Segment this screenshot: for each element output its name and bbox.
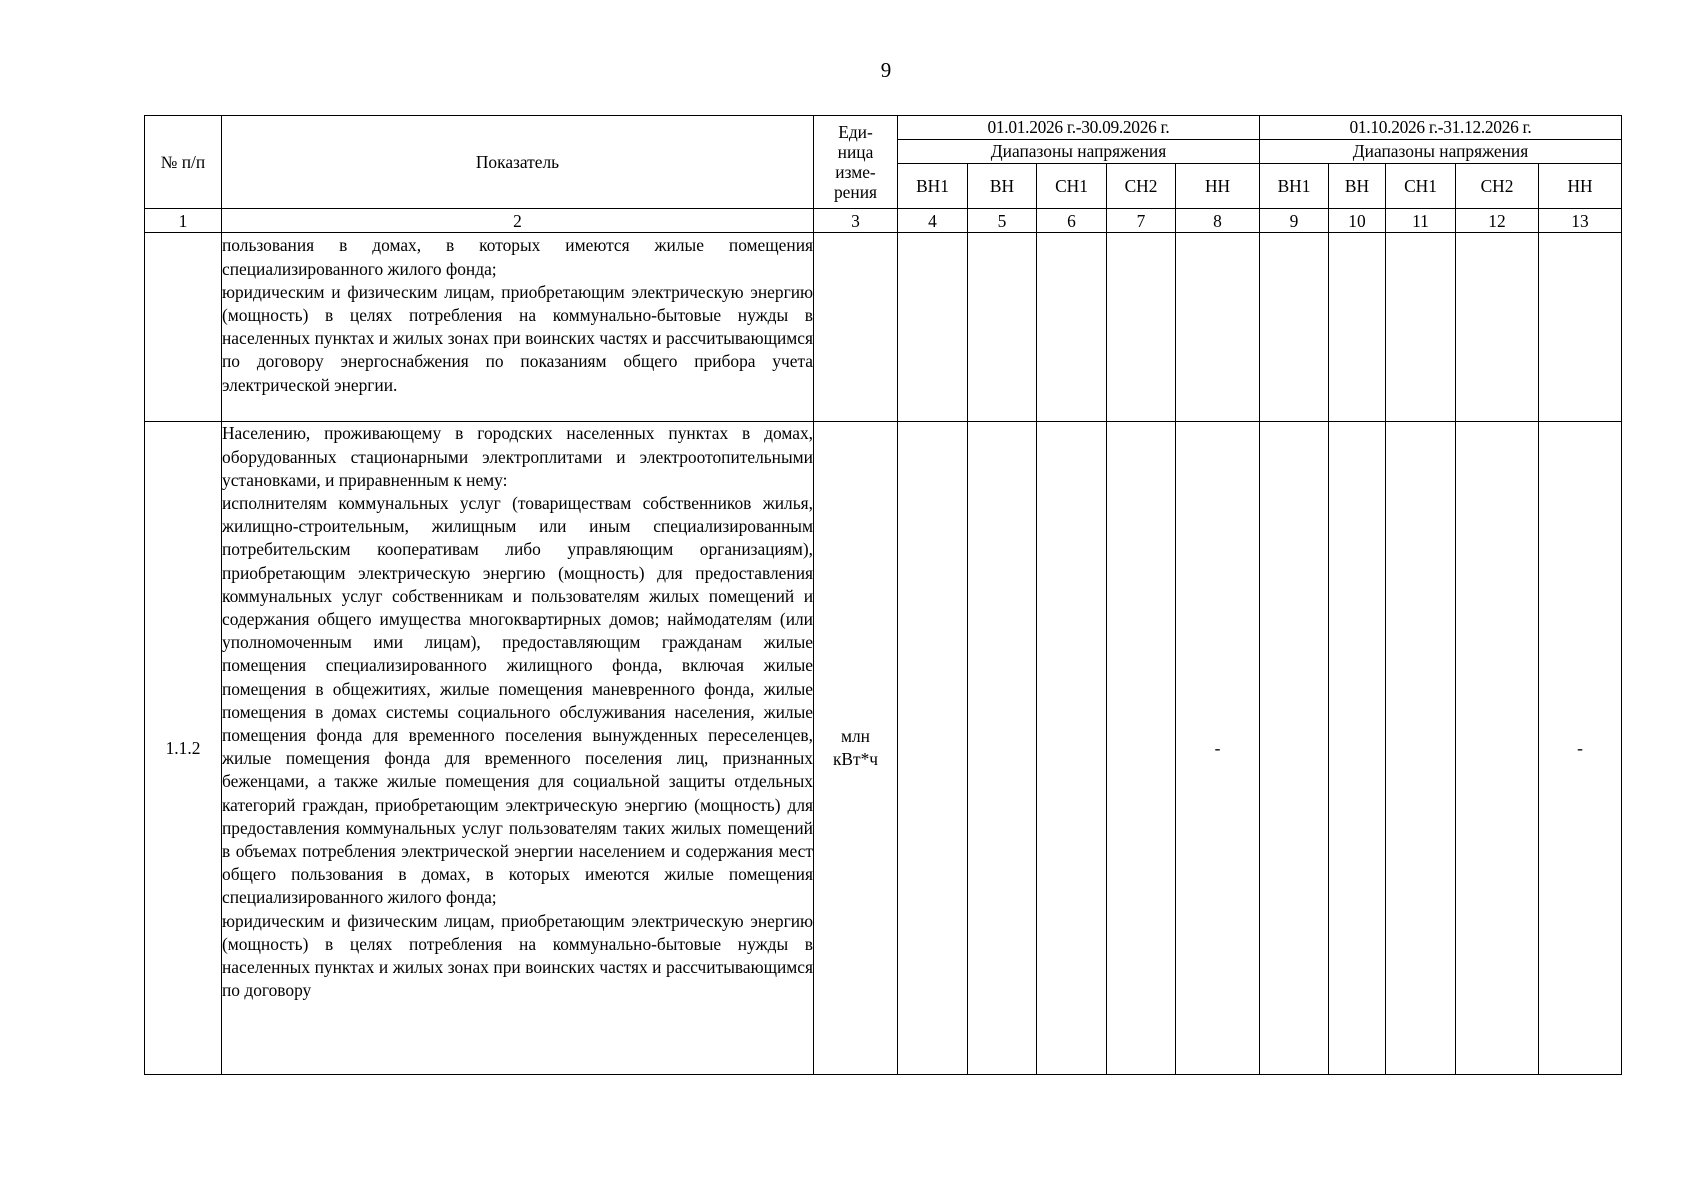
indicator-paragraph: пользования в домах, в которых имеются жилые помещения специализированного жилого фонда; [222,235,813,279]
value-cell [968,233,1037,422]
row-number [145,233,222,422]
voltage-col-header: СН1 [1037,164,1107,209]
column-index-row [145,209,1622,233]
indicator-text [222,422,814,1075]
unit-line: млн [841,726,870,747]
column-index: 4 [898,209,968,233]
voltage-col-header: НН [1176,164,1260,209]
column-index: 7 [1107,209,1176,233]
indicator-paragraph: исполнителям коммунальных услуг (товариществам собственников жилья, жилищно-строительным, жилищным или иным специализированным потребительским кооперативам либо управляющим организациям), приобретающим электрическую энергию (мощность) для предоставления коммунальных услуг собственникам и пользователям жилых помещений и содержания общего имущества многоквартирных домов; наймодателям (или уполномоченным ими лицам), предоставляющим гражданам жилые помещения специализированного жилищного фонда, включая жилые помещения в общежитиях, жилые помещения маневренного фонда, жилые помещения в домах системы социального обслуживания населения, жилые помещения фонда для временного поселения вынужденных переселенцев, жилые помещения фонда для временного поселения лиц, признанных беженцами, а также жилые помещения для социальной защиты отдельных категорий граждан, приобретающим электрическую энергию (мощность) для предоставления коммунальных услуг пользователям таких жилых помещений в объемах потребления электрической энергии населением и содержания мест общего пользования в домах, в которых имеются жилые помещения специализированного жилого фонда; [222,493,813,908]
value-cell [898,422,968,1075]
value-cell [1386,422,1456,1075]
voltage-col-header: НН [1539,164,1622,209]
value-cell [968,422,1037,1075]
header-row-periods [145,116,1622,140]
unit-header-line: изме- [835,162,876,183]
unit-header-line: рения [833,182,878,203]
indicator-paragraph: юридическим и физическим лицам, приобретающим электрическую энергию (мощность) в целях потребления на коммунально-бытовые нужды в населенных пунктах и жилых зонах при воинских частях и рассчитывающимся по договору [222,910,813,1001]
ranges-header-1: Диапазоны напряжения [898,140,1260,164]
num-header: № п/п [145,116,222,209]
unit-header-line: ница [837,142,874,163]
column-index: 5 [968,209,1037,233]
value-cell [1107,233,1176,422]
period-2-header: 01.10.2026 г.-31.12.2026 г. [1260,116,1622,140]
voltage-col-header: ВН1 [1260,164,1329,209]
column-index: 3 [814,209,898,233]
value-cell [1176,233,1260,422]
value-cell: - [1176,422,1260,1075]
column-index: 2 [222,209,814,233]
column-index: 8 [1176,209,1260,233]
table-row [145,233,1622,422]
value-cell [1539,233,1622,422]
value-cell [1107,422,1176,1075]
indicator-header: Показатель [222,116,814,209]
column-index: 13 [1539,209,1622,233]
tariff-table [144,115,1622,1075]
value-cell [1037,422,1107,1075]
value-cell [1386,233,1456,422]
unit-header-line: Еди- [838,122,873,143]
value-cell [1329,233,1386,422]
voltage-col-header: ВН [968,164,1037,209]
page-number: 9 [880,58,892,82]
unit-cell [814,233,898,422]
indicator-paragraph: Населению, проживающему в городских населенных пунктах в домах, оборудованных стационарными электроплитами и электроотопительными установками, и приравненным к нему: [222,423,813,490]
row-number: 1.1.2 [145,422,222,1075]
column-index: 6 [1037,209,1107,233]
indicator-paragraph: юридическим и физическим лицам, приобретающим электрическую энергию (мощность) в целях потребления на коммунально-бытовые нужды в населенных пунктах и жилых зонах при воинских частях и рассчитывающимся по договору энергоснабжения по показаниям общего прибора учета электрической энергии. [222,281,813,395]
value-cell [898,233,968,422]
voltage-col-header: СН2 [1456,164,1539,209]
ranges-header-2: Диапазоны напряжения [1260,140,1622,164]
column-index: 12 [1456,209,1539,233]
column-index: 10 [1329,209,1386,233]
value-cell [1260,422,1329,1075]
unit-cell [814,422,898,1075]
voltage-col-header: ВН1 [898,164,968,209]
value-cell [1260,233,1329,422]
column-index: 11 [1386,209,1456,233]
indicator-text [222,233,814,422]
unit-header [814,116,898,209]
value-cell [1456,422,1539,1075]
voltage-col-header: СН2 [1107,164,1176,209]
value-cell: - [1539,422,1622,1075]
voltage-col-header: СН1 [1386,164,1456,209]
value-cell [1329,422,1386,1075]
unit-line: кВт*ч [832,749,879,770]
value-cell [1456,233,1539,422]
table-row [145,422,1622,1075]
voltage-col-header: ВН [1329,164,1386,209]
column-index: 9 [1260,209,1329,233]
value-cell [1037,233,1107,422]
period-1-header: 01.01.2026 г.-30.09.2026 г. [898,116,1260,140]
column-index: 1 [145,209,222,233]
